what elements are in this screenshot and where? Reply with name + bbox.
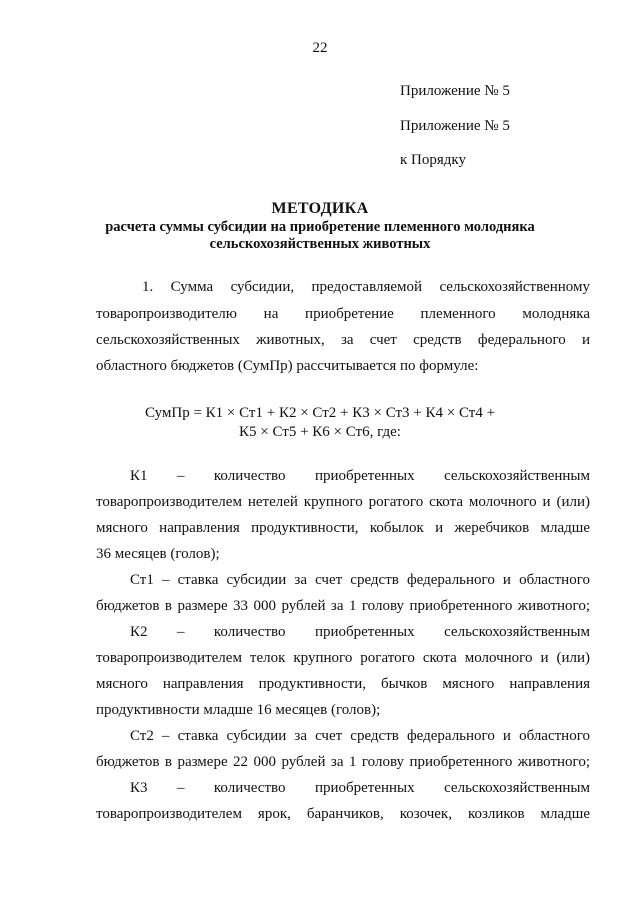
k1-line-3: мясного направления продуктивности, кобылок и жеребчиков младше: [96, 520, 590, 536]
k2-line-2: товаропроизводителем телок крупного рогатого скота молочного и (или): [96, 650, 590, 666]
st2-line-1: Ст2 – ставка субсидии за счет средств федерального и областного: [130, 728, 590, 744]
annex-label-1: Приложение № 5: [400, 83, 510, 99]
st1-line-1: Ст1 – ставка субсидии за счет средств федерального и областного: [130, 572, 590, 588]
st1-line-2: бюджетов в размере 33 000 рублей за 1 голову приобретенного животного;: [96, 598, 590, 614]
paragraph-1-line-4: областного бюджетов (СумПр) рассчитывается по формуле:: [96, 358, 479, 374]
st2-line-2: бюджетов в размере 22 000 рублей за 1 голову приобретенного животного;: [96, 754, 590, 770]
k1-line-1: К1 – количество приобретенных сельскохозяйственным: [130, 468, 590, 484]
k2-line-1: К2 – количество приобретенных сельскохозяйственным: [130, 624, 590, 640]
annex-label-2: Приложение № 5: [400, 118, 510, 134]
formula-line-1: СумПр = К1 × Ст1 + К2 × Ст2 + К3 × Ст3 + К4 × Ст4 +: [144, 405, 496, 421]
k3-line-2: товаропроизводителем ярок, баранчиков, козочек, козликов младше: [96, 806, 590, 822]
paragraph-1-line-1: 1. Сумма субсидии, предоставляемой сельскохозяйственному: [142, 279, 590, 295]
k1-line-4: 36 месяцев (голов);: [96, 546, 220, 562]
k2-line-4: продуктивности младше 16 месяцев (голов);: [96, 702, 381, 718]
paragraph-1-line-3: сельскохозяйственных животных, за счет средств федерального и: [96, 332, 590, 348]
paragraph-1-line-2: товаропроизводителю на приобретение племенного молодняка: [96, 306, 590, 322]
formula-line-2: К5 × Ст5 + К6 × Ст6, где:: [239, 424, 401, 440]
k2-line-3: мясного направления продуктивности, бычков мясного направления: [96, 676, 590, 692]
annex-reference: к Порядку: [400, 152, 466, 168]
k3-line-1: К3 – количество приобретенных сельскохозяйственным: [130, 780, 590, 796]
document-subtitle-line-1: расчета суммы субсидии на приобретение племенного молодняка: [105, 219, 535, 235]
document-title: МЕТОДИКА: [271, 200, 369, 217]
k1-line-2: товаропроизводителем нетелей крупного рогатого скота молочного и (или): [96, 494, 590, 510]
document-subtitle-line-2: сельскохозяйственных животных: [209, 236, 431, 252]
page-number: 22: [312, 40, 328, 56]
